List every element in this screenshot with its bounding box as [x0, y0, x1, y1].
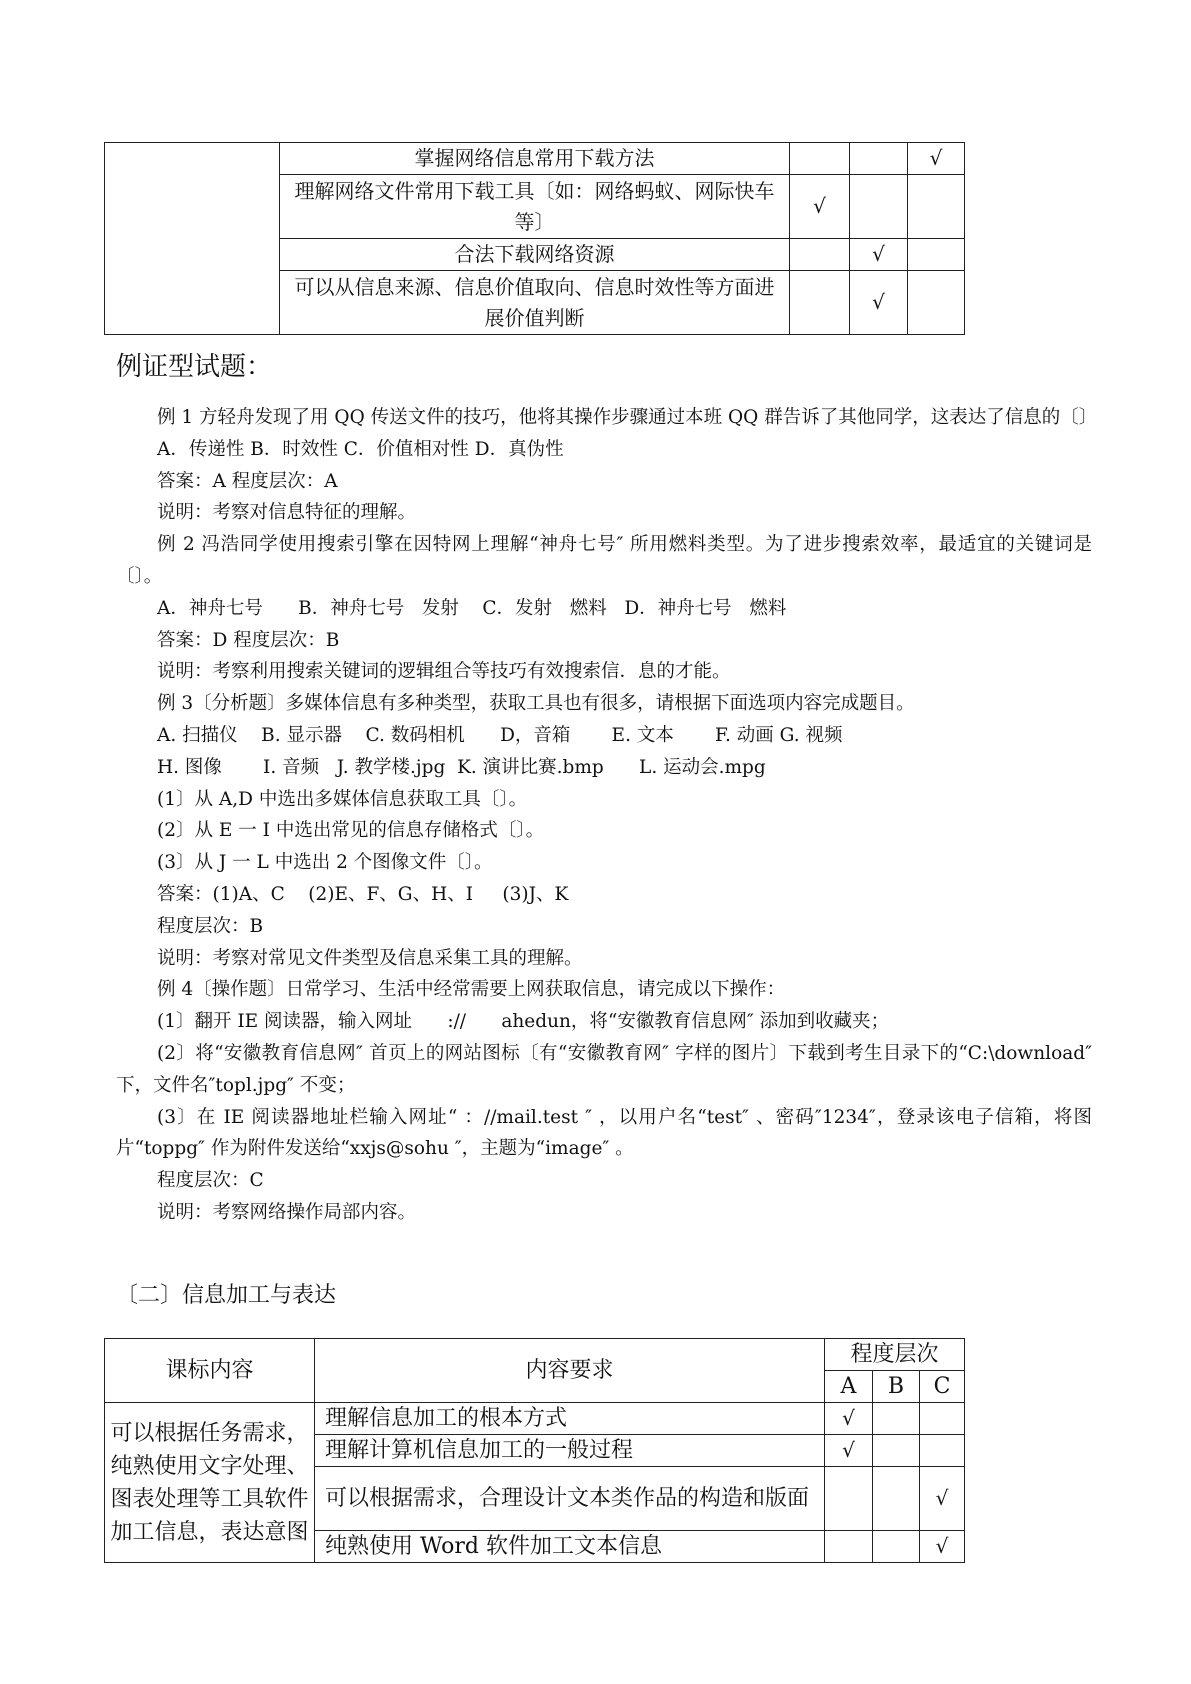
header-level: 程度层次: [825, 1339, 965, 1371]
header-level-c: C: [920, 1371, 965, 1403]
level-c-cell: [908, 239, 965, 271]
paragraph: 答案：(1)A、C (2)E、F、G、H、I (3)J、K: [157, 883, 569, 905]
level-b-cell: [850, 175, 908, 239]
paragraph: 答案：A 程度层次：A: [157, 470, 338, 492]
level-c-cell: √: [920, 1531, 965, 1563]
table-row: [105, 1403, 965, 1435]
requirement-cell: 纯熟使用 Word 软件加工文本信息: [315, 1531, 825, 1563]
table-header-row: [105, 1339, 965, 1371]
paragraph: 说明：考察对信息特征的理解。: [157, 502, 417, 524]
level-b-cell: [873, 1435, 920, 1467]
level-c-cell: [908, 175, 965, 239]
level-a-cell: √: [825, 1435, 873, 1467]
requirement-cell: 可以从信息来源、信息价值取向、信息时效性等方面进展价值判断: [280, 271, 790, 335]
paragraph: 例 3〔分析题〕多媒体信息有多种类型，获取工具也有很多，请根据下面选项内容完成题目。: [157, 693, 915, 715]
download-requirements-table: [104, 142, 965, 335]
level-b-cell: √: [850, 239, 908, 271]
paragraph: 例 4〔操作题〕日常学习、生活中经常需要上网获取信息，请完成以下操作：: [157, 979, 786, 1001]
course-cell-empty: [105, 143, 280, 335]
paragraph: 例 1 方轻舟发现了用 QQ 传送文件的技巧，他将其操作步骤通过本班 QQ 群告诉了其他同学，这表达了信息的〔〕: [157, 407, 1098, 428]
paragraph: A. 扫描仪 B. 显示器 C. 数码相机 D，音箱 E. 文本 F. 动画 G. 视频: [157, 724, 843, 746]
level-c-cell: [908, 271, 965, 335]
level-a-cell: √: [825, 1403, 873, 1435]
paragraph: (1〕从 A,D 中选出多媒体信息获取工具〔〕。: [157, 788, 528, 810]
paragraph: 程度层次：C: [157, 1170, 264, 1192]
paragraph: (3〕在 IE 阅读器地址栏输入网址“ ：//mail.test ″ ，以用户名“test″ 、密码″1234″，登录该电子信箱，将图片“toppg″ 作为附件发送给“xxjs@sohu ″，主题为“image″ 。: [116, 1106, 1092, 1160]
header-course: 课标内容: [105, 1339, 315, 1403]
paragraph: 答案：D 程度层次：B: [157, 629, 340, 651]
level-a-cell: [790, 143, 850, 175]
paragraph: H. 图像 I. 音频 J. 教学楼.jpg K. 演讲比赛.bmp L. 运动会.mpg: [157, 756, 766, 778]
level-b-cell: [873, 1531, 920, 1563]
paragraph: (3〕从 J 一 L 中选出 2 个图像文件〔〕。: [157, 852, 493, 874]
sub-heading: 〔二〕信息加工与表达: [116, 1283, 337, 1308]
paragraph: (2〕将“安徽教育信息网″ 首页上的网站图标〔有“安徽教育网″ 字样的图片〕下载到考生目录下的“C:\download″ 下，文件名″topl.jpg″ 不变；: [116, 1042, 1092, 1096]
level-b-cell: [873, 1403, 920, 1435]
header-level-b: B: [873, 1371, 920, 1403]
section-heading: 例证型试题：: [116, 352, 273, 382]
requirement-cell: 可以根据需求，合理设计文本类作品的构造和版面: [315, 1467, 825, 1531]
paragraph: (1〕翻开 IE 阅读器，输入网址 :// ahedun，将“安徽教育信息网″ 添加到收藏夹；: [157, 1011, 890, 1033]
paragraph: 说明：考察网络操作局部内容。: [157, 1201, 417, 1223]
example-questions-body: [116, 402, 1098, 1229]
requirement-cell: 理解信息加工的根本方式: [315, 1403, 825, 1435]
paragraph: 说明：考察对常见文件类型及信息采集工具的理解。: [157, 947, 583, 969]
requirement-cell: 理解网络文件常用下载工具〔如：网络蚂蚁、网际快车等〕: [280, 175, 790, 239]
table-row: [105, 143, 965, 175]
level-c-cell: [920, 1403, 965, 1435]
level-a-cell: [825, 1531, 873, 1563]
paragraph: 例 2 冯浩同学使用搜索引擎在因特网上理解“神舟七号″ 所用燃料类型。为了进步搜索效率，最适宜的关键词是〔〕。: [116, 534, 1092, 587]
level-a-cell: [790, 239, 850, 271]
information-processing-table: [104, 1338, 965, 1563]
level-c-cell: [920, 1435, 965, 1467]
header-requirement: 内容要求: [315, 1339, 825, 1403]
requirement-cell: 掌握网络信息常用下载方法: [280, 143, 790, 175]
course-content-cell: 可以根据任务需求，纯熟使用文字处理、图表处理等工具软件加工信息，表达意图: [105, 1403, 315, 1563]
paragraph: 说明：考察利用搜索关键词的逻辑组合等技巧有效搜索信．息的才能。: [157, 661, 731, 683]
level-a-cell: [790, 271, 850, 335]
level-c-cell: √: [908, 143, 965, 175]
requirement-cell: 合法下载网络资源: [280, 239, 790, 271]
level-c-cell: √: [920, 1467, 965, 1531]
header-level-a: A: [825, 1371, 873, 1403]
level-a-cell: [825, 1467, 873, 1531]
requirement-cell: 理解计算机信息加工的一般过程: [315, 1435, 825, 1467]
paragraph: A．传递性 B．时效性 C．价值相对性 D．真伪性: [157, 438, 564, 460]
paragraph: 程度层次：B: [157, 915, 264, 937]
level-a-cell: √: [790, 175, 850, 239]
level-b-cell: [873, 1467, 920, 1531]
paragraph: A．神舟七号 B．神舟七号 发射 C．发射 燃料 D．神舟七号 燃料: [157, 597, 787, 619]
paragraph: (2〕从 E 一 I 中选出常见的信息存储格式〔〕。: [157, 820, 545, 842]
level-b-cell: [850, 143, 908, 175]
level-b-cell: √: [850, 271, 908, 335]
